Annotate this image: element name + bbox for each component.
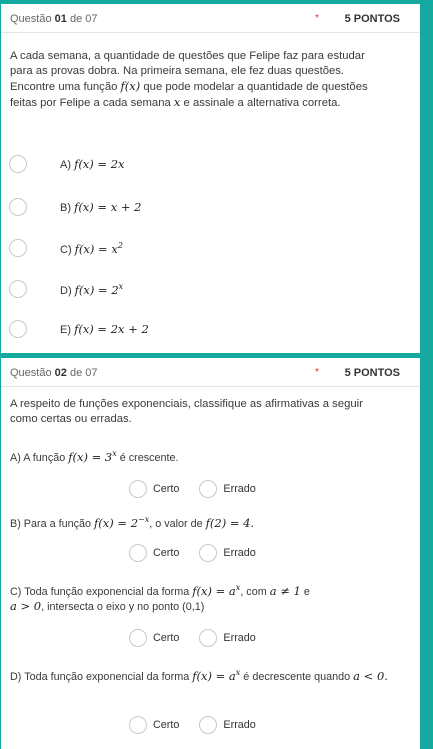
- statement-d: D) Toda função exponencial da forma $f(x) = a^x$ é decrescente quando a < 0.: [10, 668, 388, 683]
- radio-certo-c[interactable]: [129, 629, 147, 647]
- points-badge: 5 PONTOS: [344, 367, 400, 379]
- radio-option-d[interactable]: [9, 280, 27, 298]
- radio-errado-d[interactable]: [199, 716, 217, 734]
- radio-certo-b[interactable]: [129, 544, 147, 562]
- question-header: [1, 4, 420, 33]
- statement-b: B) Para a função $f(x) = 2^{-x}$, o valor de f(2) = 4.: [10, 515, 255, 530]
- radio-errado-c[interactable]: [199, 629, 217, 647]
- choices-d: Certo Errado: [129, 715, 256, 735]
- option-e[interactable]: E) f(x) = 2x + 2: [9, 318, 149, 340]
- radio-option-b[interactable]: [9, 198, 27, 216]
- required-mark: *: [315, 13, 319, 24]
- statement-c: C) Toda função exponencial da forma $f(x) = a^x$, com a ≠ 1 e a > 0, intersecta o eixo y no ponto (0,1): [10, 583, 310, 613]
- required-mark: *: [315, 367, 319, 378]
- radio-certo-d[interactable]: [129, 716, 147, 734]
- radio-option-a[interactable]: [9, 155, 27, 173]
- option-c[interactable]: C) $f(x) = x^2$: [9, 237, 123, 259]
- question-card-2: [1, 358, 420, 749]
- option-b[interactable]: B) f(x) = x + 2: [9, 196, 141, 218]
- radio-option-e[interactable]: [9, 320, 27, 338]
- points-badge: 5 PONTOS: [344, 13, 400, 25]
- choices-b: Certo Errado: [129, 543, 256, 563]
- question-statement: A cada semana, a quantidade de questões que Felipe faz para estudar para as provas dobra. Na primeira semana, ele fez duas questões. Encontre uma função f(x) que pode modelar a quantidade de questões feitas por Felipe a cada semana x e assinale a alternativa correta.: [10, 50, 368, 109]
- question-header: [1, 358, 420, 387]
- radio-option-c[interactable]: [9, 239, 27, 257]
- question-card-1: [1, 4, 420, 353]
- question-statement: A respeito de funções exponenciais, classifique as afirmativas a seguir como certas ou erradas.: [10, 398, 363, 425]
- radio-certo-a[interactable]: [129, 480, 147, 498]
- option-d[interactable]: D) $f(x) = 2^x$: [9, 278, 123, 300]
- option-a[interactable]: A) f(x) = 2x: [9, 153, 125, 175]
- choices-c: Certo Errado: [129, 628, 256, 648]
- statement-a: A) A função $f(x) = 3^x$ é crescente.: [10, 449, 179, 464]
- question-label: Questão 01 de 07: [10, 13, 98, 25]
- choices-a: Certo Errado: [129, 479, 256, 499]
- radio-errado-a[interactable]: [199, 480, 217, 498]
- question-label: Questão 02 de 07: [10, 367, 98, 379]
- radio-errado-b[interactable]: [199, 544, 217, 562]
